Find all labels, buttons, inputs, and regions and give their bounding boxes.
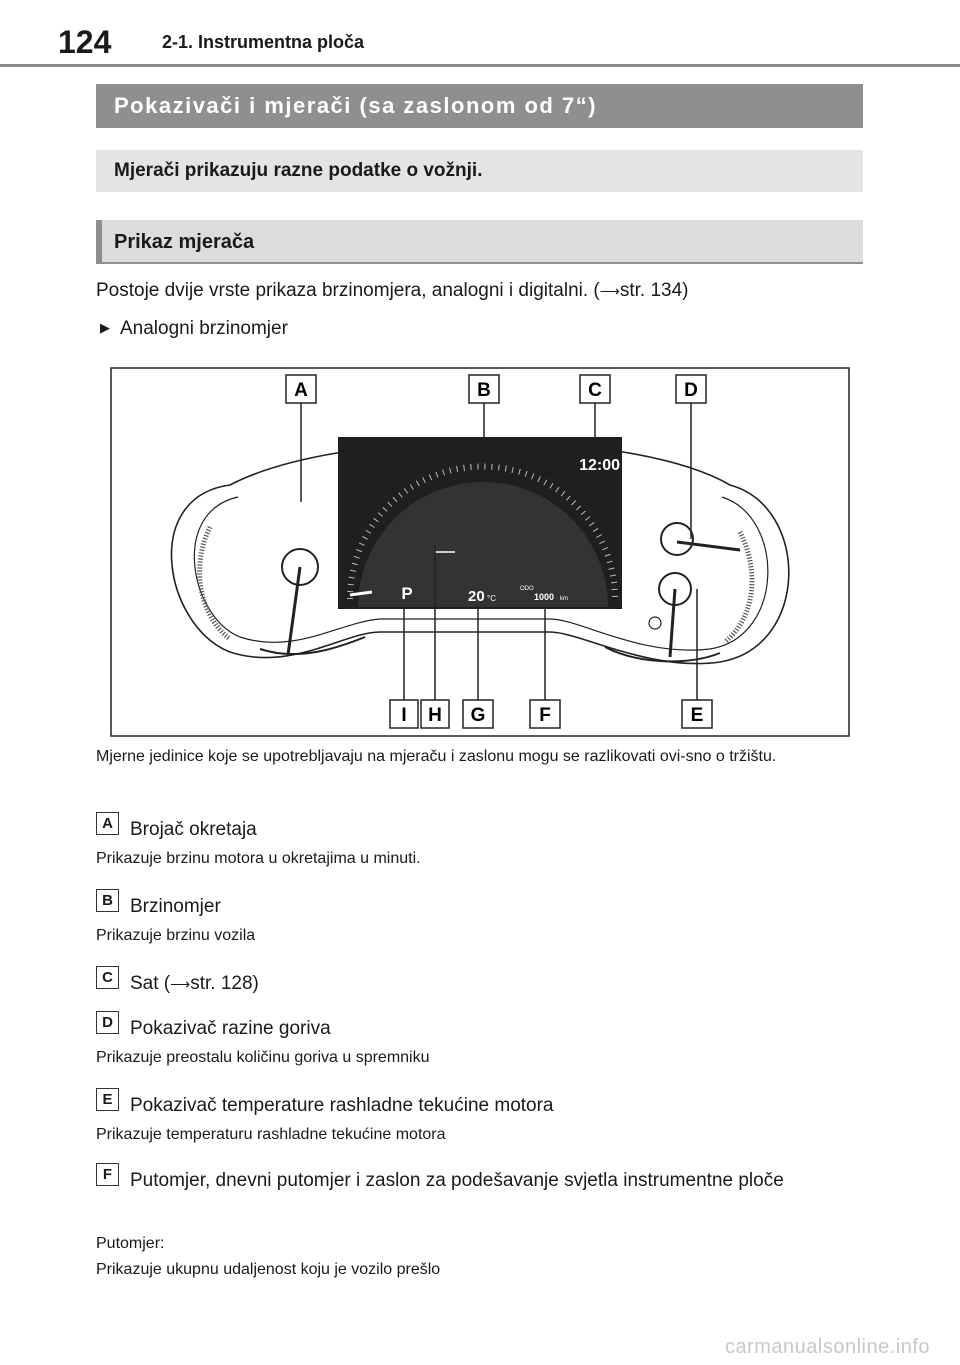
- callout-a-label: A: [294, 380, 308, 401]
- legend-badge-a: A: [96, 812, 119, 835]
- display-odo-value: 1000: [534, 592, 555, 602]
- callout-d-label: D: [684, 380, 698, 401]
- legend-title-c: [130, 968, 870, 1000]
- legend-badge-b: B: [96, 889, 119, 912]
- callout-f-label: F: [539, 705, 551, 726]
- header-rule: [0, 64, 960, 67]
- legend-title-a: Brojač okretaja: [130, 819, 257, 840]
- triangle-bullet-icon: ▶: [100, 320, 110, 335]
- watermark: carmanualsonline.info: [724, 1336, 930, 1358]
- legend-title-b: Brzinomjer: [130, 896, 221, 917]
- callout-i-label: I: [401, 705, 407, 726]
- callout-b-label: B: [477, 380, 491, 401]
- display-temp-unit: °C: [487, 594, 496, 603]
- display-odo-label: ODO: [520, 586, 534, 592]
- display-odo-unit: km: [560, 596, 568, 602]
- callout-g-label: G: [470, 705, 486, 726]
- body-text: [96, 280, 688, 302]
- callout-e-label: E: [690, 705, 704, 726]
- section-header: 2-1. Instrumentna ploča: [162, 32, 365, 52]
- display-clock: 12:00: [579, 457, 620, 474]
- legend-badge-c: C: [96, 966, 119, 989]
- subsection-title: Prikaz mjerača: [96, 220, 863, 264]
- main-title: Pokazivači i mjerači (sa zaslonom od 7“): [96, 84, 863, 128]
- indicator-light: [649, 617, 661, 629]
- legend-title-d: Pokazivač razine goriva: [130, 1018, 331, 1039]
- legend-desc-e: Prikazuje temperaturu rashladne tekućine motora: [96, 1126, 446, 1143]
- legend-title-f: Putomjer, dnevni putomjer i zaslon za podešavanje svjetla instrumentne ploče: [130, 1170, 784, 1191]
- legend-desc-f-label: Putomjer:: [96, 1235, 165, 1252]
- bullet-label: Analogni brzinomjer: [120, 318, 288, 339]
- legend-badge-e: E: [96, 1088, 119, 1111]
- clock-page-reference-link[interactable]: str. 128): [190, 973, 259, 994]
- page-reference-link[interactable]: str. 134): [619, 280, 689, 301]
- fuel-needle-hub: [661, 523, 693, 555]
- instrument-cluster-figure: [110, 367, 850, 737]
- legend-desc-f: Prikazuje ukupnu udaljenost koju je vozilo prešlo: [96, 1261, 441, 1278]
- arrow-right-icon: ⟶: [599, 283, 620, 299]
- display-gear: P: [401, 584, 413, 603]
- legend-desc-a: Prikazuje brzinu motora u okretajima u minuti.: [96, 850, 421, 867]
- legend-title-e: Pokazivač temperature rashladne tekućine motora: [130, 1095, 554, 1116]
- legend-desc-b: Prikazuje brzinu vozila: [96, 927, 256, 944]
- legend-title-c-text: Sat (: [130, 973, 171, 994]
- callout-c-label: C: [588, 380, 602, 401]
- legend-badge-f: F: [96, 1163, 119, 1186]
- units-note: Mjerne jedinice koje se upotrebljavaju na mjeraču i zaslonu mogu se razlikovati ovi-sno o tržištu.: [96, 748, 777, 765]
- bullet-item: [100, 318, 288, 340]
- arrow-right-icon: ⟶: [170, 976, 191, 992]
- callout-h-label: H: [428, 705, 442, 726]
- legend-badge-d: D: [96, 1011, 119, 1034]
- intro-box: Mjerači prikazuju razne podatke o vožnji.: [96, 150, 863, 192]
- display-temp-value: 20: [468, 588, 485, 605]
- page-number: 124: [58, 24, 112, 60]
- legend-desc-d: Prikazuje preostalu količinu goriva u spremniku: [96, 1049, 430, 1066]
- body-text-main: Postoje dvije vrste prikaza brzinomjera, analogni i digitalni. (: [96, 280, 600, 301]
